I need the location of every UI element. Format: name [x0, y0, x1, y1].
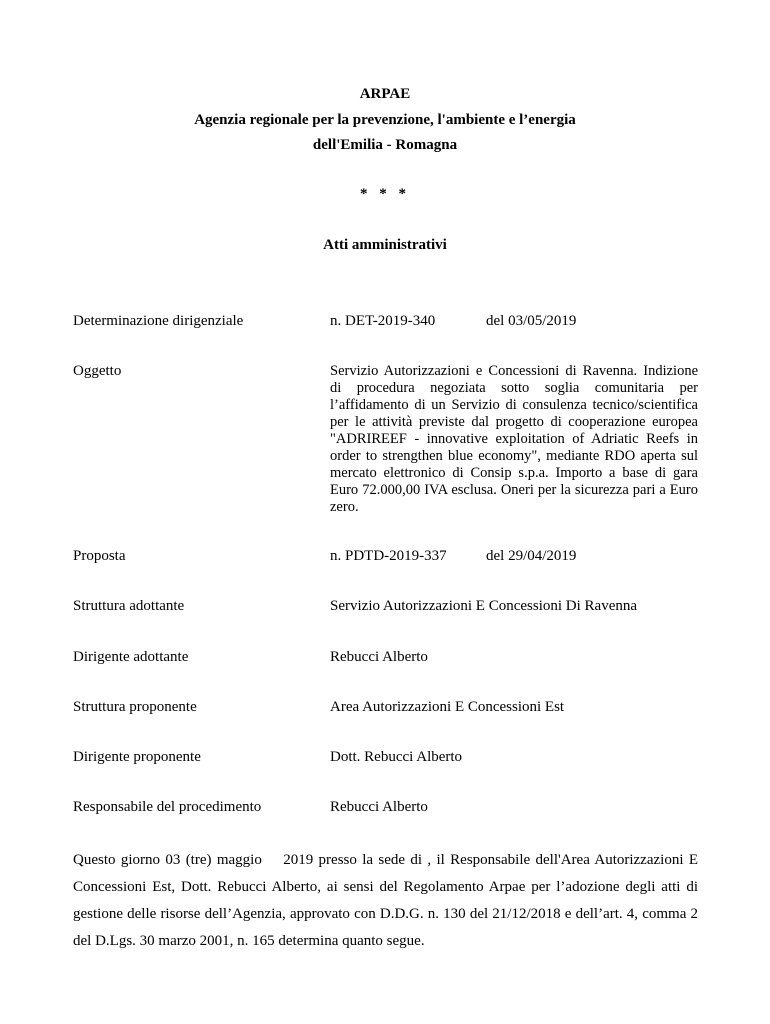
org-full-name-line2: dell'Emilia - Romagna: [312, 137, 458, 153]
oggetto-label: Oggetto: [73, 363, 122, 379]
dirigente-adottante-value: Rebucci Alberto: [330, 649, 428, 665]
determinazione-number: n. DET-2019-340: [330, 313, 436, 329]
oggetto-text: Servizio Autorizzazioni e Concessioni di Ravenna. Indizione di procedura negoziata sotto soglia comunitaria per l’affidamento di un Servizio di consulenza tecnico/scientifica per le attività previste dal progetto di cooperazione europea "ADRIREEF - innovative exploitation of Adriatic Reefs in order to strengthen blue economy", mediante RDO aperta sul mercato elettronico di Consip s.p.a. Importo a base di gara Euro 72.000,00 IVA esclusa. Oneri per la sicurezza pari a Euro zero.: [330, 363, 698, 515]
org-full-name-line1: Agenzia regionale per la prevenzione, l'ambiente e l’energia: [194, 112, 576, 128]
responsabile-label: Responsabile del procedimento: [73, 799, 262, 815]
struttura-proponente-value: Area Autorizzazioni E Concessioni Est: [330, 699, 565, 715]
struttura-adottante-value: Servizio Autorizzazioni E Concessioni Di Ravenna: [330, 598, 638, 614]
separator: * * *: [360, 186, 410, 202]
dirigente-proponente-value: Dott. Rebucci Alberto: [330, 749, 463, 765]
proposta-number: n. PDTD-2019-337: [330, 548, 447, 564]
body-paragraph: Questo giorno 03 (tre) maggio 2019 presso la sede di , il Responsabile dell'Area Autorizzazioni E Concessioni Est, Dott. Rebucci Alberto, ai sensi del Regolamento Arpae per l’adozione degli atti di gestione delle risorse dell’Agenzia, approvato con D.D.G. n. 130 del 21/12/2018 e dell’art. 4, comma 2 del D.Lgs. 30 marzo 2001, n. 165 determina quanto segue.: [73, 852, 698, 949]
struttura-proponente-label: Struttura proponente: [73, 699, 197, 715]
responsabile-value: Rebucci Alberto: [330, 799, 428, 815]
dirigente-proponente-label: Dirigente proponente: [73, 749, 201, 765]
proposta-label: Proposta: [73, 548, 126, 564]
determinazione-label: Determinazione dirigenziale: [73, 313, 244, 329]
org-short-name: ARPAE: [359, 86, 411, 102]
struttura-adottante-label: Struttura adottante: [73, 598, 185, 614]
proposta-date: del 29/04/2019: [486, 548, 577, 564]
determinazione-date: del 03/05/2019: [486, 313, 577, 329]
section-title: Atti amministrativi: [323, 237, 447, 253]
dirigente-adottante-label: Dirigente adottante: [73, 649, 189, 665]
